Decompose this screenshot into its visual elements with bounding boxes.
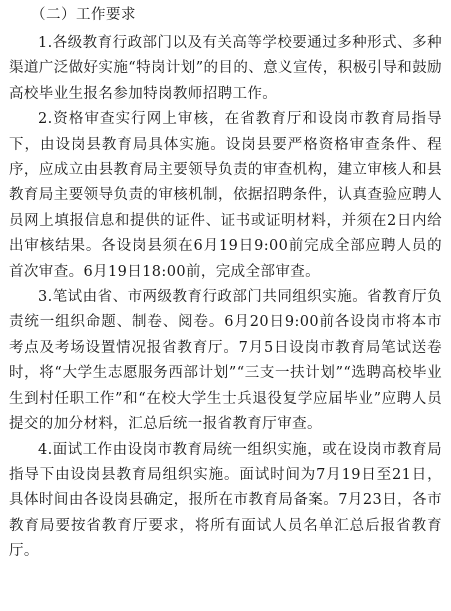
paragraph-1-publicity: 1.各级教育行政部门以及有关高等学校要通过多种形式、多种渠道广泛做好实施“特岗计划”的目的、意义宣传，积极引导和鼓励高校毕业生报名参加特岗教师招聘工作。	[9, 35, 442, 102]
paragraph-4-interview: 4.面试工作由设岗市教育局统一组织实施，或在设岗市教育局指导下由设岗县教育局组织实施。面试时间为7月19日至21日，具体时间由各设岗县确定，报所在市教育局备案。7月23日，各市教育局要按省教育厅要求，将所有面试人员名单汇总后报省教育厅。	[9, 441, 442, 560]
paragraph-3-written-exam: 3.笔试由省、市两级教育行政部门共同组织实施。省教育厅负责统一组织命题、制卷、阅卷。6月20日9:00前各设岗市将本市考点及考场设置情况报省教育厅。7月5日设岗市教育局笔试送卷时，将“大学生志愿服务西部计划”“三支一扶计划”“选聘高校毕业生到村任职工作”和“在校大学生士兵退役复学应届毕业”应聘人员提交的加分材料，汇总后统一报省教育厅审查。	[9, 289, 442, 433]
paragraph-2-qualification-review: 2.资格审查实行网上审核，在省教育厅和设岗市教育局指导下，由设岗县教育局具体实施。设岗县要严格资格审查条件、程序，应成立由县教育局主要领导负责的审查机构，建立审核人和县教育局主要领导负责的审核机制，依据招聘条件，认真查验应聘人员网上填报信息和提供的证件、证书或证明材料，并须在2日内给出审核结果。各设岗县须在6月19日9:00前完成全部应聘人员的首次审查。6月19日18:00前，完成全部审查。	[9, 111, 442, 280]
section-heading: （二）工作要求	[31, 7, 136, 23]
